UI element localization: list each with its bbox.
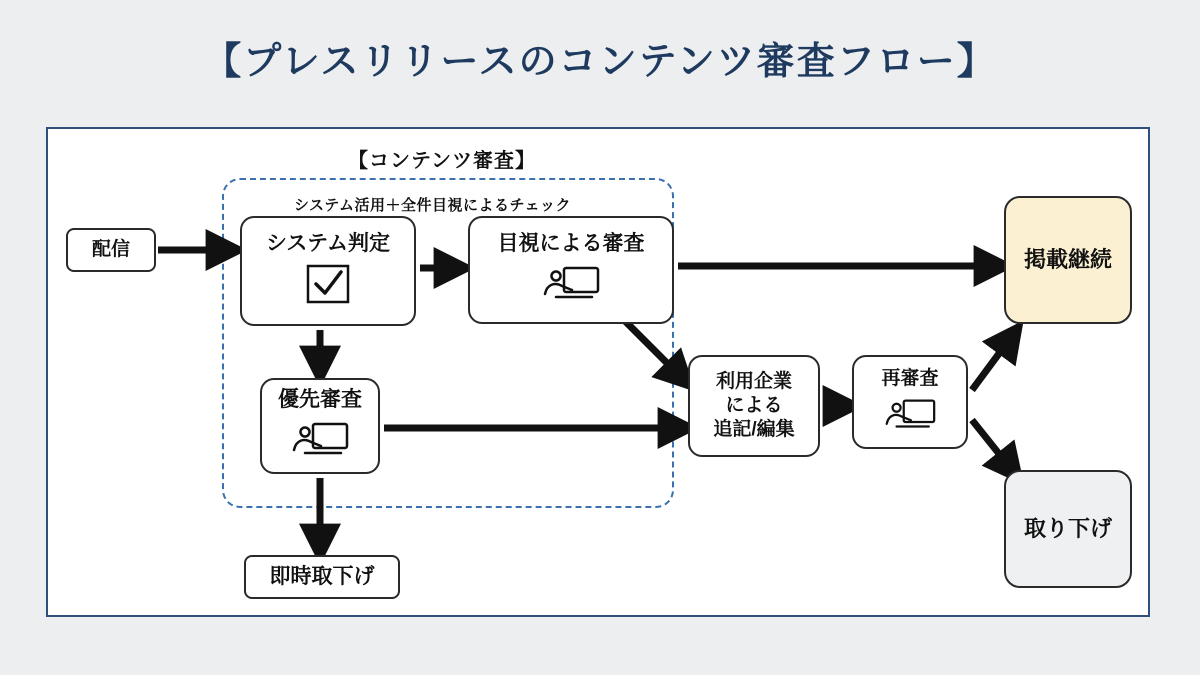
node-visual-review-label: 目視による審査 <box>497 232 645 256</box>
node-client-edit[interactable] <box>688 355 820 457</box>
node-haishin[interactable] <box>66 228 156 272</box>
node-client-edit-label-2: による <box>725 395 783 417</box>
check-icon <box>306 264 350 311</box>
node-continue-publication-label: 掲載継続 <box>1023 247 1112 273</box>
node-takedown-label: 取り下げ <box>1023 516 1112 542</box>
node-visual-review[interactable] <box>468 216 674 324</box>
node-immediate-takedown-label: 即時取下げ <box>269 564 375 588</box>
node-priority-review[interactable] <box>260 378 380 474</box>
node-re-review-label: 再審査 <box>881 367 939 389</box>
content-review-group-title: 【コンテンツ審査】 <box>348 150 536 172</box>
node-haishin-label: 配信 <box>91 239 130 261</box>
node-priority-review-label: 優先審査 <box>278 388 362 412</box>
person-at-screen-icon <box>884 397 936 438</box>
person-at-screen-icon <box>542 264 600 309</box>
person-at-screen-icon <box>291 420 349 465</box>
node-continue-publication[interactable] <box>1004 196 1132 324</box>
node-system-judgement[interactable] <box>240 216 416 326</box>
page-title: 【プレスリリースのコンテンツ審査フロー】 <box>203 41 997 83</box>
node-re-review[interactable] <box>852 355 968 449</box>
node-takedown[interactable] <box>1004 470 1132 588</box>
content-review-group-subtitle: システム活用＋全件目視によるチェック <box>294 197 572 214</box>
node-system-judgement-label: システム判定 <box>266 232 390 256</box>
node-immediate-takedown[interactable] <box>244 555 400 599</box>
node-client-edit-label-1: 利用企業 <box>715 371 792 393</box>
node-client-edit-label-3: 追記/編集 <box>713 418 795 440</box>
